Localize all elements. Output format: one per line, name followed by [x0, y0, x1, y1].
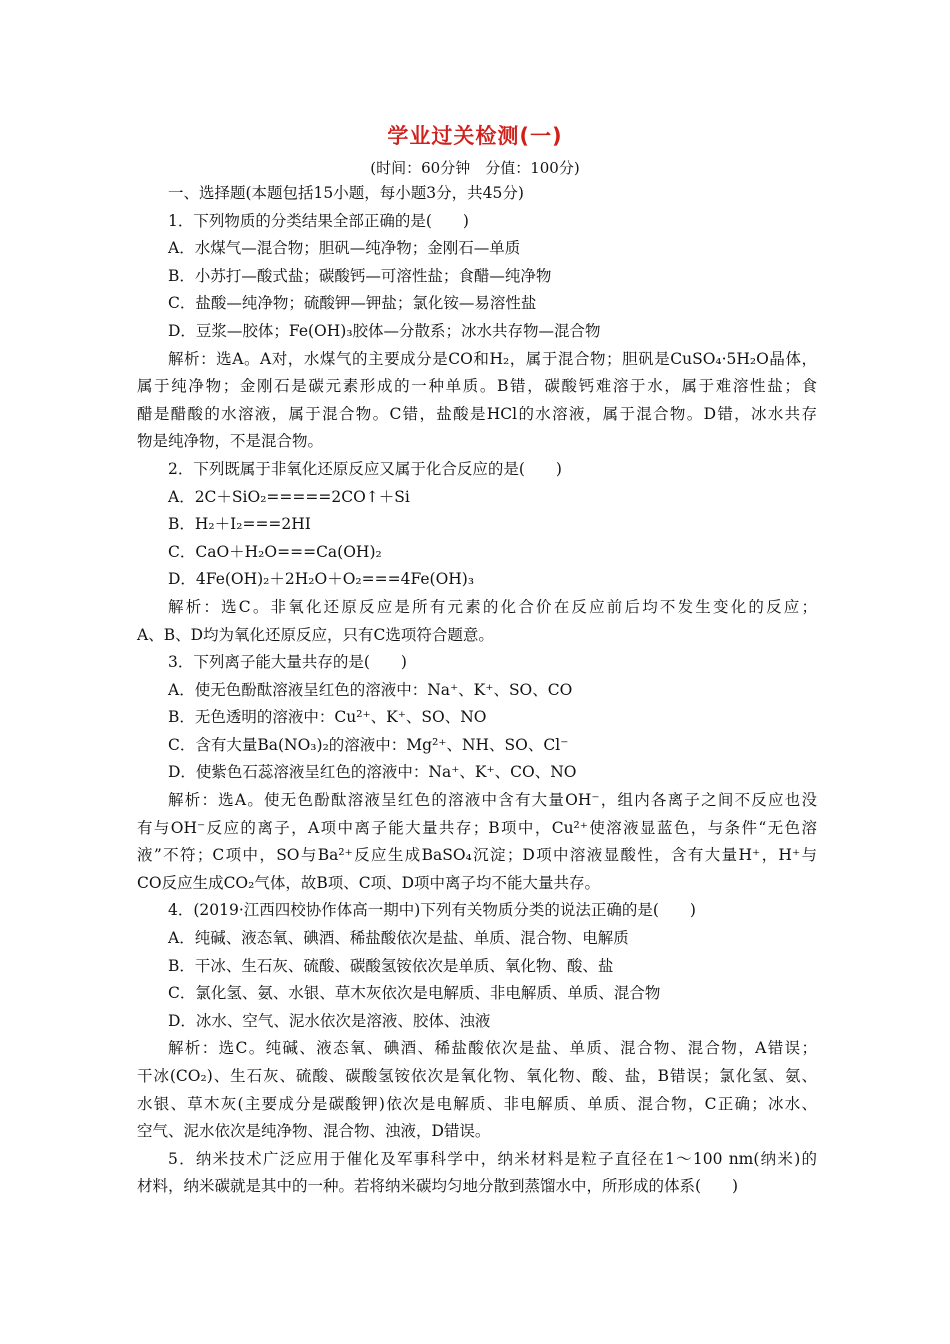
question-1-analysis-line: 属于纯净物；金刚石是碳元素形成的一种单质。B错，碳酸钙难溶于水，属于难溶性盐；食: [137, 377, 817, 396]
section-heading: 一、选择题(本题包括15小题，每小题3分，共45分): [168, 184, 524, 202]
question-4-analysis-line: 解析：选C。纯碱、液态氧、碘酒、稀盐酸依次是盐、单质、混合物、混合物，A错误；: [168, 1039, 817, 1058]
question-3-option-b: B．无色透明的溶液中：Cu²⁺、K⁺、SO、NO: [168, 708, 487, 727]
question-2-option-a: A．2C＋SiO₂=====2CO↑＋Si: [168, 487, 410, 506]
question-4-analysis-line: 水银、草木灰(主要成分是碳酸钾)依次是电解质、非电解质、单质、混合物，C正确；冰水、: [137, 1094, 817, 1113]
question-4-option-b: B．干冰、生石灰、硫酸、碳酸氢铵依次是单质、氧化物、酸、盐: [168, 956, 614, 975]
question-3-analysis-line: CO反应生成CO₂气体，故B项、C项、D项中离子均不能大量共存。: [137, 873, 601, 892]
question-1-analysis-line: 解析：选A。A对，水煤气的主要成分是CO和H₂，属于混合物；胆矾是CuSO₄·5H₂O晶体，: [168, 349, 817, 368]
question-2-stem: 2．下列既属于非氧化还原反应又属于化合反应的是( ): [168, 459, 562, 478]
question-1-option-d: D．豆浆—胶体；Fe(OH)₃胶体—分散系；冰水共存物—混合物: [168, 321, 601, 340]
question-1-analysis-line: 物是纯净物，不是混合物。: [137, 432, 324, 451]
question-3-analysis-line: 有与OH⁻反应的离子，A项中离子能大量共存；B项中，Cu²⁺使溶液显蓝色，与条件“无色溶: [137, 818, 817, 837]
question-4-stem: 4．(2019·江西四校协作体高一期中)下列有关物质分类的说法正确的是( ): [168, 901, 696, 920]
document-body: [137, 180, 817, 1201]
question-3-analysis-line: 解析：选A。使无色酚酞溶液呈红色的溶液中含有大量OH⁻，组内各离子之间不反应也没: [168, 791, 817, 810]
question-4-option-d: D．冰水、空气、泥水依次是溶液、胶体、浊液: [168, 1011, 491, 1030]
question-3-option-c: C．含有大量Ba(NO₃)₂的溶液中：Mg²⁺、NH、SO、Cl⁻: [168, 735, 569, 754]
question-1-option-c: C．盐酸—纯净物；硫酸钾—钾盐；氯化铵—易溶性盐: [168, 294, 537, 313]
question-3-stem: 3．下列离子能大量共存的是( ): [168, 653, 407, 672]
page-subtitle: (时间：60分钟 分值：100分): [370, 159, 580, 177]
question-4-analysis-line: 干冰(CO₂)、生石灰、硫酸、碳酸氢铵依次是氧化物、氧化物、酸、盐，B错误；氯化氢、氨、: [137, 1067, 817, 1085]
question-3-analysis-line: 液”不符；C项中，SO与Ba²⁺反应生成BaSO₄沉淀；D项中溶液显酸性，含有大量H⁺，H⁺与: [137, 846, 817, 865]
question-4-analysis-line: 空气、泥水依次是纯净物、混合物、浊液，D错误。: [137, 1122, 491, 1141]
question-3-option-a: A．使无色酚酞溶液呈红色的溶液中：Na⁺、K⁺、SO、CO: [168, 680, 573, 699]
question-2-option-c: C．CaO＋H₂O===Ca(OH)₂: [168, 542, 382, 561]
question-5-stem: 5．纳米技术广泛应用于催化及军事科学中，纳米材料是粒子直径在1～100 nm(纳米)的: [168, 1149, 817, 1168]
question-2-option-b: B．H₂＋I₂===2HI: [168, 515, 311, 534]
question-1-stem: 1．下列物质的分类结果全部正确的是( ): [168, 211, 469, 230]
question-4-option-c: C．氯化氢、氨、水银、草木灰依次是电解质、非电解质、单质、混合物: [168, 984, 661, 1003]
question-2-analysis-line: A、B、D均为氧化还原反应，只有C选项符合题意。: [137, 625, 494, 644]
question-4-option-a: A．纯碱、液态氧、碘酒、稀盐酸依次是盐、单质、混合物、电解质: [168, 929, 629, 948]
question-2-option-d: D．4Fe(OH)₂＋2H₂O＋O₂===4Fe(OH)₃: [168, 570, 475, 589]
question-1-analysis-line: 醋是醋酸的水溶液，属于混合物。C错，盐酸是HCl的水溶液，属于混合物。D错，冰水共存: [137, 404, 817, 423]
question-5-stem: 材料，纳米碳就是其中的一种。若将纳米碳均匀地分散到蒸馏水中，所形成的体系( ): [137, 1177, 739, 1196]
question-1-option-b: B．小苏打—酸式盐；碳酸钙—可溶性盐；食醋—纯净物: [168, 266, 552, 285]
question-3-option-d: D．使紫色石蕊溶液呈红色的溶液中：Na⁺、K⁺、CO、NO: [168, 763, 577, 782]
question-1-option-a: A．水煤气—混合物；胆矾—纯净物；金刚石—单质: [168, 239, 521, 258]
question-2-analysis-line: 解析：选C。非氧化还原反应是所有元素的化合价在反应前后均不发生变化的反应；: [168, 597, 817, 616]
page-title: 学业过关检测(一): [387, 124, 563, 148]
